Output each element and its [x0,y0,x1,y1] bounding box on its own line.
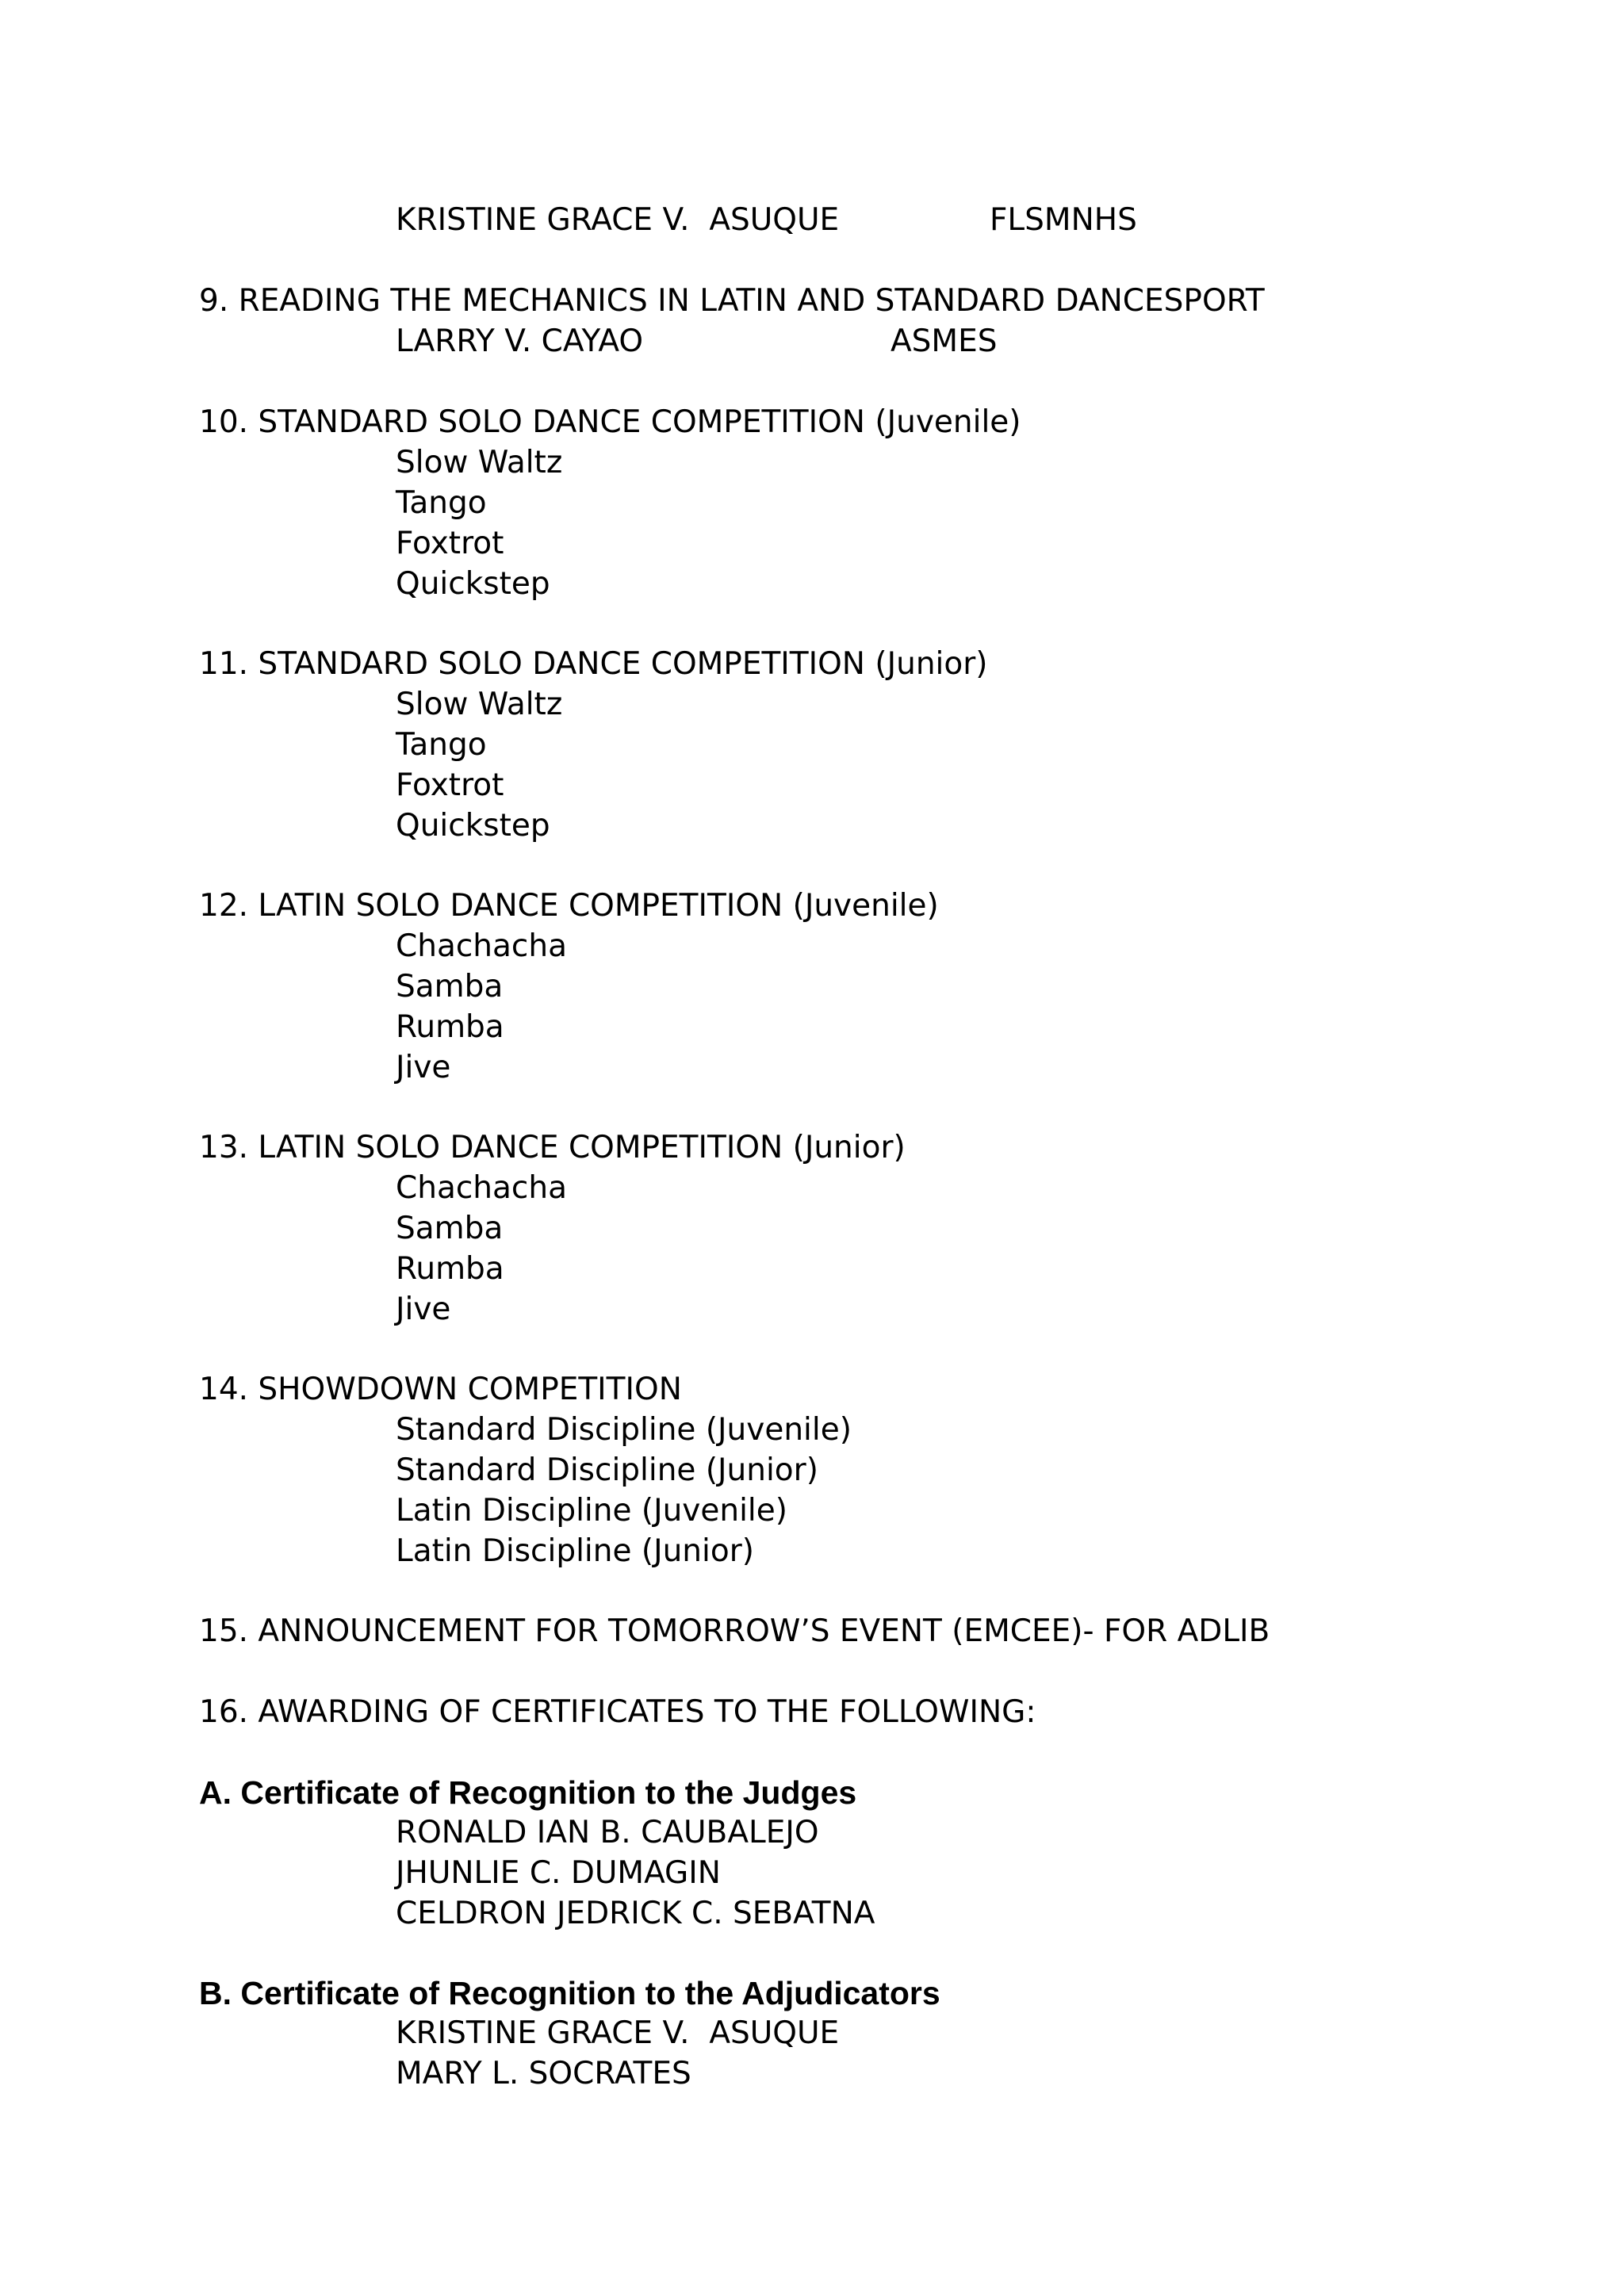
item-16-title: 16. AWARDING OF CERTIFICATES TO THE FOLLOWING: [199,1694,1036,1730]
item-14-category: Standard Discipline (Juvenile) [396,1412,852,1448]
item-14-category: Latin Discipline (Juvenile) [396,1493,787,1529]
item-12-dance: Samba [396,969,504,1004]
item-13-dance: Jive [396,1292,451,1327]
item-10-dance: Tango [396,485,487,521]
item-12-title: 12. LATIN SOLO DANCE COMPETITION (Juvenile) [199,888,939,924]
top-entry-name: KRISTINE GRACE V. ASUQUE [396,202,840,238]
adjudicator-name: KRISTINE GRACE V. ASUQUE [396,2015,840,2051]
item-15-title: 15. ANNOUNCEMENT FOR TOMORROW’S EVENT (EMCEE)- FOR ADLIB [199,1613,1270,1649]
item-10-title: 10. STANDARD SOLO DANCE COMPETITION (Juvenile) [199,404,1021,440]
judge-name: CELDRON JEDRICK C. SEBATNA [396,1896,875,1931]
item-11-dance: Tango [396,727,487,763]
item-13-dance: Chachacha [396,1170,567,1206]
item-13-dance: Samba [396,1211,504,1246]
item-9-school: ASMES [891,323,998,359]
item-12-dance: Jive [396,1050,451,1085]
item-13-dance: Rumba [396,1251,504,1287]
item-13-title: 13. LATIN SOLO DANCE COMPETITION (Junior) [199,1130,906,1165]
judge-name: JHUNLIE C. DUMAGIN [396,1855,721,1891]
item-10-dance: Quickstep [396,566,550,602]
item-11-dance: Slow Waltz [396,687,563,722]
item-12-dance: Chachacha [396,928,567,964]
item-9-title: 9. READING THE MECHANICS IN LATIN AND STANDARD DANCESPORT [199,283,1265,319]
item-11-dance: Foxtrot [396,767,504,803]
item-12-dance: Rumba [396,1009,504,1045]
item-10-dance: Slow Waltz [396,445,563,480]
item-11-title: 11. STANDARD SOLO DANCE COMPETITION (Junior) [199,646,988,682]
section-b-heading: B. Certificate of Recognition to the Adjudicators [199,1975,940,2011]
item-14-category: Latin Discipline (Junior) [396,1533,754,1569]
judge-name: RONALD IAN B. CAUBALEJO [396,1815,819,1850]
item-9-name: LARRY V. CAYAO [396,323,644,359]
adjudicator-name: MARY L. SOCRATES [396,2056,691,2091]
section-a-heading: A. Certificate of Recognition to the Judges [199,1774,857,1811]
item-14-category: Standard Discipline (Junior) [396,1452,818,1488]
item-11-dance: Quickstep [396,808,550,844]
top-entry-school: FLSMNHS [990,202,1137,238]
item-14-title: 14. SHOWDOWN COMPETITION [199,1372,682,1407]
item-10-dance: Foxtrot [396,526,504,561]
